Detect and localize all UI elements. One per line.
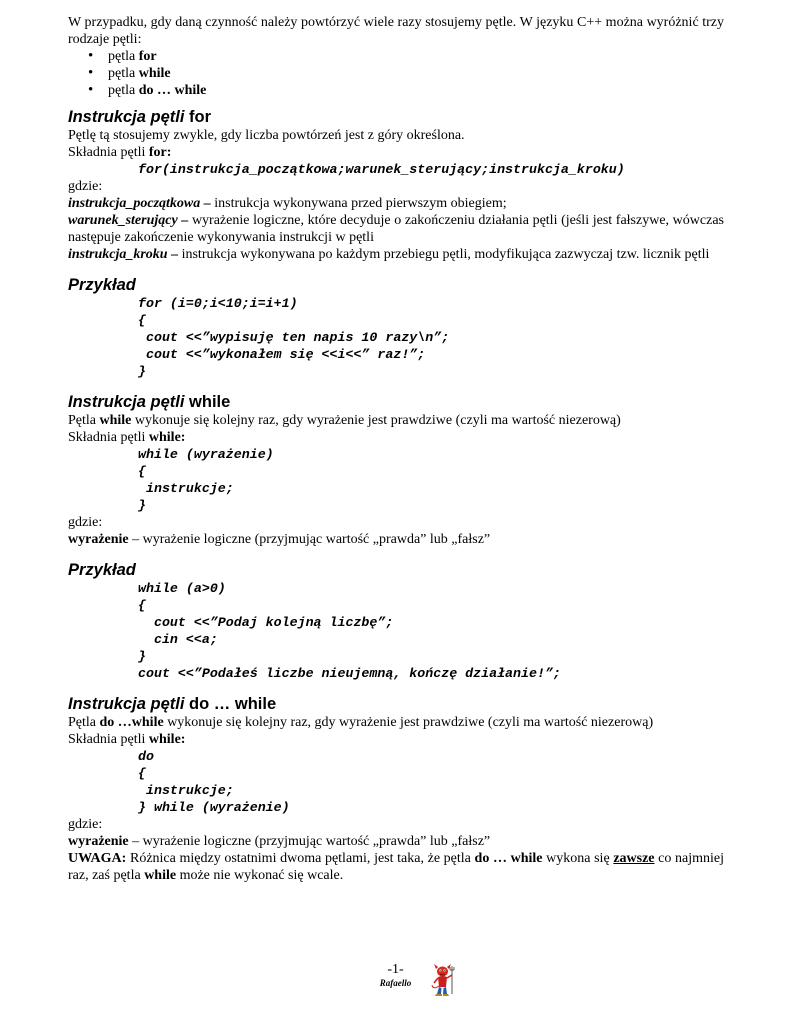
code-line: { [138,464,146,479]
author-signature: Rafaello [379,978,412,988]
code-line: { [138,313,146,328]
list-item: • pętla do … while [108,82,724,99]
code-line: } [138,364,146,379]
code-line: while (a>0) [138,581,226,596]
while-syntax-code [68,446,724,514]
code-line: cout <<”wypisuję ten napis 10 razy\n”; [138,330,450,345]
code-line: cout <<”Podałeś liczbe nieujemną, kończę działanie!”; [138,666,561,681]
heading-example-1: Przykład [68,276,136,294]
note-paragraph: UWAGA: Różnica między ostatnimi dwoma pętlami, jest taka, że pętla do … while wykona się zawsze co najmniej raz, zaś pętla while może nie wykonać się wcale. [68,851,724,883]
code-line: cout <<”Podaj kolejną liczbę”; [138,615,394,630]
heading-for-loop: Instrukcja pętli for [68,108,212,126]
devil-mascot-icon [430,963,456,997]
for-syntax-code: for(instrukcja_początkowa;warunek_sterujący;instrukcja_kroku) [138,162,625,177]
list-item: • pętla for [108,48,724,65]
code-line: instrukcje; [138,481,234,496]
while-description: Pętla while wykonuje się kolejny raz, gdy wyrażenie jest prawdziwe (czyli ma wartość niezerową) [68,413,621,428]
code-line: } while (wyrażenie) [138,800,290,815]
definition-item: instrukcja_kroku – instrukcja wykonywana po każdym przebiegu pętli, modyfikująca zazwyczaj tzw. licznik pętli [68,247,710,262]
example-2-code [68,580,724,682]
list-item: • pętla while [108,65,724,82]
code-line: cout <<”wykonałem się <<i<<” raz!”; [138,347,426,362]
code-line: { [138,766,146,781]
intro-paragraph: W przypadku, gdy daną czynność należy powtórzyć wiele razy stosujemy pętle. W języku C++ można wyróżnić trzy rodzaje pętli: [68,15,724,47]
code-line: cin <<a; [138,632,218,647]
do-while-description: Pętla do …while wykonuje się kolejny raz, gdy wyrażenie jest prawdziwe (czyli ma wartość niezerową) [68,715,654,730]
code-line: { [138,598,146,613]
page-footer [0,962,791,989]
definition-item: instrukcja_początkowa – instrukcja wykonywana przed pierwszym obiegiem; [68,196,507,211]
definition-item: wyrażenie – wyrażenie logiczne (przyjmując wartość „prawda” lub „fałsz” [68,532,491,547]
page-number: -1- [387,962,404,977]
code-line: for (i=0;i<10;i=i+1) [138,296,298,311]
definition-item: warunek_sterujący – wyrażenie logiczne, które decyduje o zakończeniu działania pętli (jeśli jest fałszywe, wówczas następuje zakończenie wykonywania instrukcji w pętli [68,213,724,245]
while-where-label: gdzie: [68,515,103,530]
document-page [68,14,724,884]
code-line: do [138,749,154,764]
heading-do-while-loop: Instrukcja pętli do … while [68,695,277,713]
example-1-code [68,295,724,380]
code-line: while (wyrażenie) [138,447,274,462]
do-while-syntax-label: Składnia pętli while: [68,732,186,747]
do-while-where-label: gdzie: [68,817,103,832]
loop-types-list [68,48,724,99]
code-line: instrukcje; [138,783,234,798]
code-line: } [138,498,146,513]
for-where-label: gdzie: [68,179,103,194]
definition-item: wyrażenie – wyrażenie logiczne (przyjmując wartość „prawda” lub „fałsz” [68,834,491,849]
for-syntax-label: Składnia pętli for: [68,145,172,160]
for-description: Pętlę tą stosujemy zwykle, gdy liczba powtórzeń jest z góry określona. [68,128,465,143]
heading-example-2: Przykład [68,561,136,579]
do-while-syntax-code [68,748,724,816]
code-line: } [138,649,146,664]
heading-while-loop: Instrukcja pętli while [68,393,231,411]
while-syntax-label: Składnia pętli while: [68,430,186,445]
